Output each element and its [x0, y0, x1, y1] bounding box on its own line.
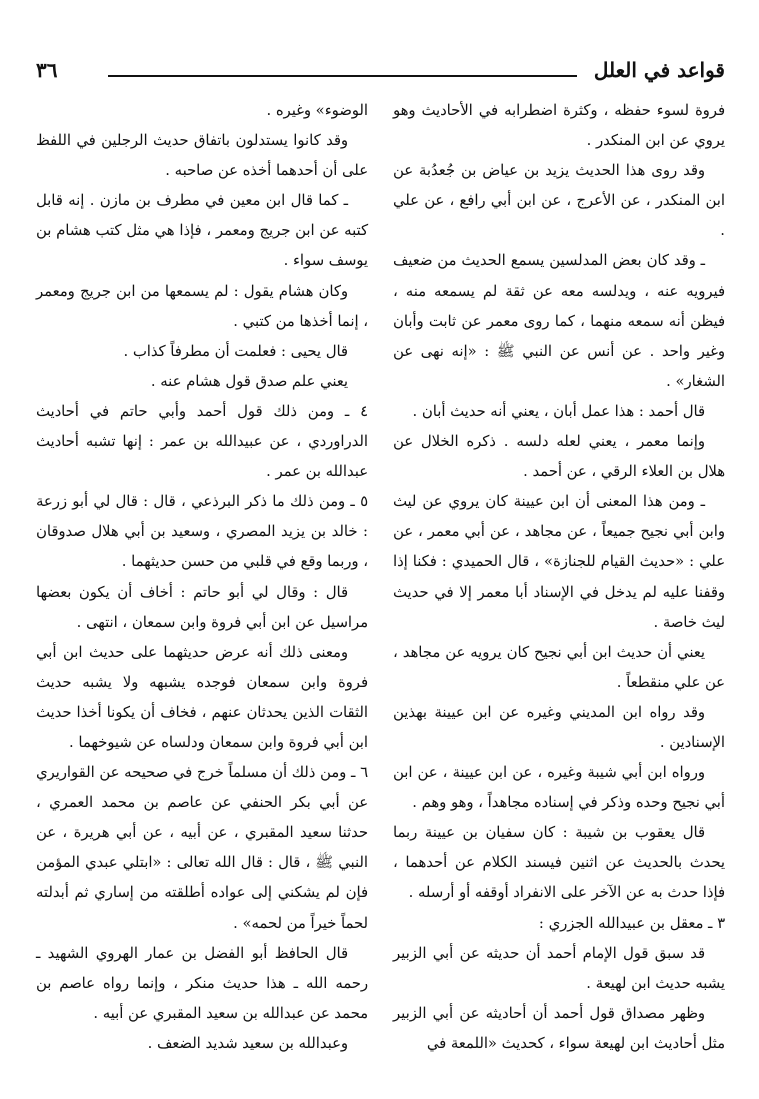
paragraph: وكان هشام يقول : لم يسمعها من ابن جريج ومعمر ، إنما أخذها من كتبي .: [36, 282, 368, 330]
paragraph: يعني أن حديث ابن أبي نجيح كان يرويه عن مجاهد ، عن علي منقطعاً .: [393, 643, 725, 691]
paragraph: وإنما معمر ، يعني لعله دلسه . ذكره الخلال عن هلال بن العلاء الرقي ، عن أحمد .: [393, 433, 725, 481]
paragraph: وقد كانوا يستدلون باتفاق حديث الرجلين في اللفظ على أن أحدهما أخذه عن صاحبه .: [36, 132, 368, 180]
paragraph: قال أحمد : هذا عمل أبان ، يعني أنه حديث أبان .: [412, 402, 705, 420]
paragraph: قد سبق قول الإمام أحمد أن حديثه عن أبي الزبير يشبه حديث ابن لهيعة .: [393, 944, 725, 992]
paragraph: قال الحافظ أبو الفضل بن عمار الهروي الشهيد ـ رحمه الله ـ هذا حديث منكر ، وإنما رواه عاصم بن محمد عن عبدالله بن سعيد المقبري عن أبيه .: [36, 944, 368, 1022]
page-header: [36, 58, 725, 92]
paragraph: قال : وقال لي أبو حاتم : أخاف أن يكون بعضها مراسيل عن ابن أبي فروة وابن سمعان ، انتهى .: [36, 583, 368, 631]
header-rule: [108, 75, 577, 77]
paragraph: الوضوء» وغيره .: [266, 102, 368, 119]
paragraph: وعبدالله بن سعيد شديد الضعف .: [147, 1034, 348, 1052]
paragraph: ومعنى ذلك أنه عرض حديثهما على حديث ابن أبي فروة وابن سمعان فوجده يشبهه ولا يشبه حديث الثقات الذين يحدثان عنهم ، فخاف أن يكونا أخذا حديث ابن أبي فروة وابن سمعان ودلساه عن شيوخهما .: [36, 643, 368, 751]
paragraph: ٤ ـ ومن ذلك قول أحمد وأبي حاتم في أحاديث الدراوردي ، عن عبيدالله بن عمر : إنها تشبه أحاديث عبدالله بن عمر .: [36, 402, 368, 481]
running-title: قواعد في العلل: [593, 58, 725, 82]
paragraph: قال يحيى : فعلمت أن مطرفاً كذاب .: [123, 342, 348, 360]
paragraph: ٥ ـ ومن ذلك ما ذكر البرذعي ، قال : قال لي أبو زرعة : خالد بن يزيد المصري ، وسعيد بن أبي هلال صدوقان ، وربما وقع في قلبي من حسن حديثهما .: [36, 493, 368, 571]
paragraph: ورواه ابن أبي شيبة وغيره ، عن ابن عيينة ، عن ابن أبي نجيح وحده وذكر في إسناده مجاهداً ، وهو وهم .: [393, 764, 725, 812]
paragraph: وظهر مصداق قول أحمد أن أحاديثه عن أبي الزبير مثل أحاديث ابن لهيعة سواء ، كحديث «اللمعة في: [393, 1004, 725, 1052]
paragraph: قال يعقوب بن شيبة : كان سفيان بن عيينة ربما يحدث بالحديث عن اثنين فيسند الكلام عن أحدهما ، فإذا حدث به عن الآخر على الانفراد أوقفه أو أرسله .: [393, 824, 725, 902]
paragraph: وقد روى هذا الحديث يزيد بن عياض بن جُعدُبة عن ابن المنكدر ، عن الأعرج ، عن ابن أبي رافع ، عن علي .: [393, 162, 725, 240]
paragraph: يعني علم صدق قول هشام عنه .: [150, 372, 348, 390]
paragraph: ـ كما قال ابن معين في مطرف بن مازن . إنه قابل كتبه عن ابن جريج ومعمر ، فإذا هي مثل كتب هشام بن يوسف سواء .: [36, 192, 368, 270]
paragraph: ـ ومن هذا المعنى أن ابن عيينة كان يروي عن ليث وابن أبي نجيح جميعاً ، عن مجاهد ، عن أبي معمر ، عن علي : «حديث القيام للجنازة» ، قال الحميدي : فكنا إذا وقفنا عليه لم يدخل في الإسناد أبا معمر إلا في حديث ليث خاصة .: [393, 493, 725, 631]
paragraph: ٦ ـ ومن ذلك أن مسلماً خرج في صحيحه عن القواريري عن أبي بكر الحنفي عن عاصم بن محمد العمري ، حدثنا سعيد المقبري ، عن أبيه ، عن أبي هريرة ، عن النبي ﷺ ، قال : قال الله تعالى : «ابتلي عبدي المؤمن فإن لم يشكني إلى عواده أطلقته من إساري ثم أبدلته لحماً خيراً من لحمه» .: [36, 764, 368, 932]
paragraph: ـ وقد كان بعض المدلسين يسمع الحديث من ضعيف فيرويه عنه ، ويدلسه معه عن ثقة لم يسمعه منه ، فيظن أنه سمعه منهما ، كما روى معمر عن ثابت وأبان وغير واحد . عن أنس عن النبي ﷺ : «إنه نهى عن الشغار» .: [393, 252, 725, 390]
paragraph: ٣ ـ معقل بن عبيدالله الجزري :: [538, 914, 725, 932]
page-number: ٣٦: [36, 58, 58, 82]
paragraph: وقد رواه ابن المديني وغيره عن ابن عيينة بهذين الإسنادين .: [393, 703, 725, 751]
left-text-column: [36, 96, 368, 1059]
right-text-column: [393, 96, 725, 1059]
paragraph: فروة لسوء حفظه ، وكثرة اضطرابه في الأحاديث وهو يروي عن ابن المنكدر .: [393, 102, 725, 150]
